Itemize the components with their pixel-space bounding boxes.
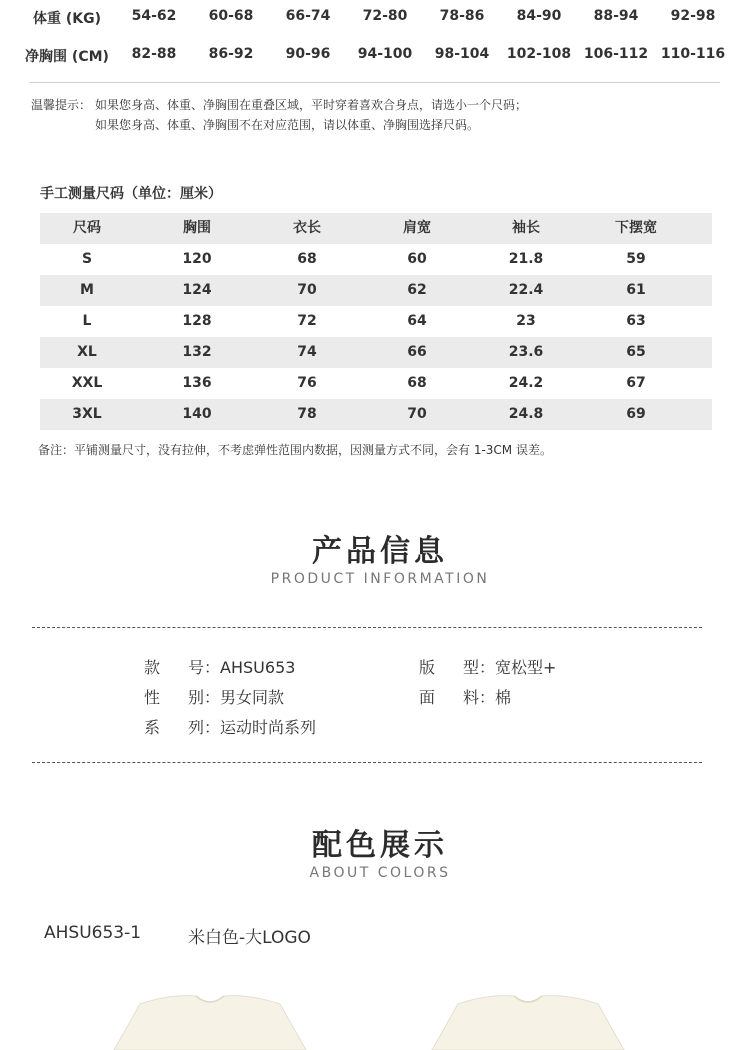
table-cell: 24.8 [508,406,544,422]
table-cell: 132 [182,344,212,360]
table-header: 袖长 [512,220,540,236]
chest-value: 98-104 [434,46,490,62]
weight-value: 60-68 [208,8,254,24]
chest-row [0,40,750,70]
table-cell: 78 [297,406,317,422]
tip-line-2: 如果您身高、体重、净胸围不在对应范围，请以体重、净胸围选择尺码。 [95,118,480,132]
info-value: 宽松型+ [495,658,557,677]
table-header: 尺码 [73,220,101,236]
weight-value: 66-74 [285,8,331,24]
info-value: 运动时尚系列 [220,718,317,737]
weight-value: 88-94 [593,8,639,24]
colors-title: 配色展示 [312,828,448,863]
measure-table [40,213,712,430]
table-cell: 65 [626,344,646,360]
table-header: 下摆宽 [615,220,657,236]
table-cell: XL [77,344,97,360]
table-cell: 76 [297,375,317,391]
table-cell: 22.4 [508,282,544,298]
info-key: 料 [463,688,480,707]
table-cell: 70 [297,282,317,298]
table-cell: L [82,313,92,329]
table-cell: 23 [516,313,536,329]
chest-value: 82-88 [131,46,177,62]
table-cell: XXL [71,375,103,391]
chest-label: 净胸围 (CM) [25,49,109,65]
tshirt-shape [114,996,306,1050]
table-header: 肩宽 [403,220,431,236]
info-key: 系 [144,718,161,737]
table-cell: 74 [297,344,317,360]
table-header: 衣长 [293,220,321,236]
weight-row [0,2,750,32]
table-row [40,399,712,430]
table-cell: S [81,251,93,267]
weight-value: 54-62 [131,8,177,24]
table-row [40,306,712,337]
table-cell: 66 [407,344,427,360]
table-cell: 3XL [72,406,102,422]
measure-title: 手工测量尺码（单位：厘米） [40,186,222,202]
info-key: 款 [144,658,161,677]
weight-label: 体重 (KG) [32,11,101,27]
table-cell: 120 [182,251,212,267]
table-cell: 140 [182,406,212,422]
table-cell: 72 [297,313,317,329]
table-cell: 70 [407,406,427,422]
table-cell: 67 [626,375,646,391]
chest-value: 102-108 [506,46,572,62]
color-name: 米白色-大LOGO [188,928,311,948]
table-cell: 128 [182,313,212,329]
info-key: 性 [144,688,161,707]
table-cell: 136 [182,375,212,391]
tshirt-image [100,990,320,1050]
chest-value: 94-100 [357,46,413,62]
info-key: 版 [419,658,436,677]
table-cell: M [80,282,94,298]
table-cell: 62 [407,282,427,298]
info-value: 棉 [495,688,512,707]
chest-value: 86-92 [208,46,254,62]
table-cell: 68 [297,251,317,267]
info-value: 男女同款 [220,688,285,707]
info-key: 列 [188,718,205,737]
table-cell: 60 [407,251,427,267]
sku-code: AHSU653-1 [44,923,142,943]
table-cell: 124 [182,282,212,298]
info-field: 性 别：男女同款 [144,688,285,707]
table-cell: 61 [626,282,646,298]
weight-value: 78-86 [439,8,485,24]
tshirt-image [418,990,638,1050]
info-key: 面 [419,688,436,707]
tip-line-1: 如果您身高、体重、净胸围在重叠区域，平时穿着喜欢合身点，请选小一个尺码； [95,98,528,112]
info-value: AHSU653 [220,658,296,677]
dotted-divider [32,627,702,628]
table-divider [30,82,720,83]
tshirt-shape [432,996,624,1050]
table-cell: 24.2 [508,375,544,391]
dotted-divider [32,762,702,763]
table-header: 胸围 [183,220,211,236]
weight-value: 72-80 [362,8,408,24]
product-info-title: 产品信息 [312,534,448,569]
measure-note: 备注：平铺测量尺寸，没有拉伸，不考虑弹性范围内数据，因测量方式不同，会有 1-3CM 误差。 [38,443,552,457]
table-header-row [40,213,712,244]
chest-value: 90-96 [285,46,331,62]
info-field: 系 列：运动时尚系列 [144,718,317,737]
info-field: 款 号：AHSU653 [144,658,296,677]
table-cell: 59 [626,251,646,267]
chest-value: 110-116 [660,46,726,62]
colors-subtitle: ABOUT COLORS [309,865,451,881]
info-field: 版 型：宽松型+ [419,658,557,677]
table-cell: 69 [626,406,646,422]
weight-value: 92-98 [670,8,716,24]
tip-prefix: 温馨提示： [31,98,92,112]
table-row [40,337,712,368]
table-row [40,275,712,306]
table-cell: 63 [626,313,646,329]
weight-value: 84-90 [516,8,562,24]
info-field: 面 料：棉 [419,688,512,707]
product-info-subtitle: PRODUCT INFORMATION [270,571,490,587]
table-cell: 23.6 [508,344,544,360]
table-row [40,244,712,275]
chest-value: 106-112 [583,46,649,62]
info-key: 别 [188,688,205,707]
info-key: 号 [188,658,205,677]
table-cell: 64 [407,313,427,329]
table-cell: 21.8 [508,251,544,267]
table-row [40,368,712,399]
info-key: 型 [463,658,480,677]
table-cell: 68 [407,375,427,391]
